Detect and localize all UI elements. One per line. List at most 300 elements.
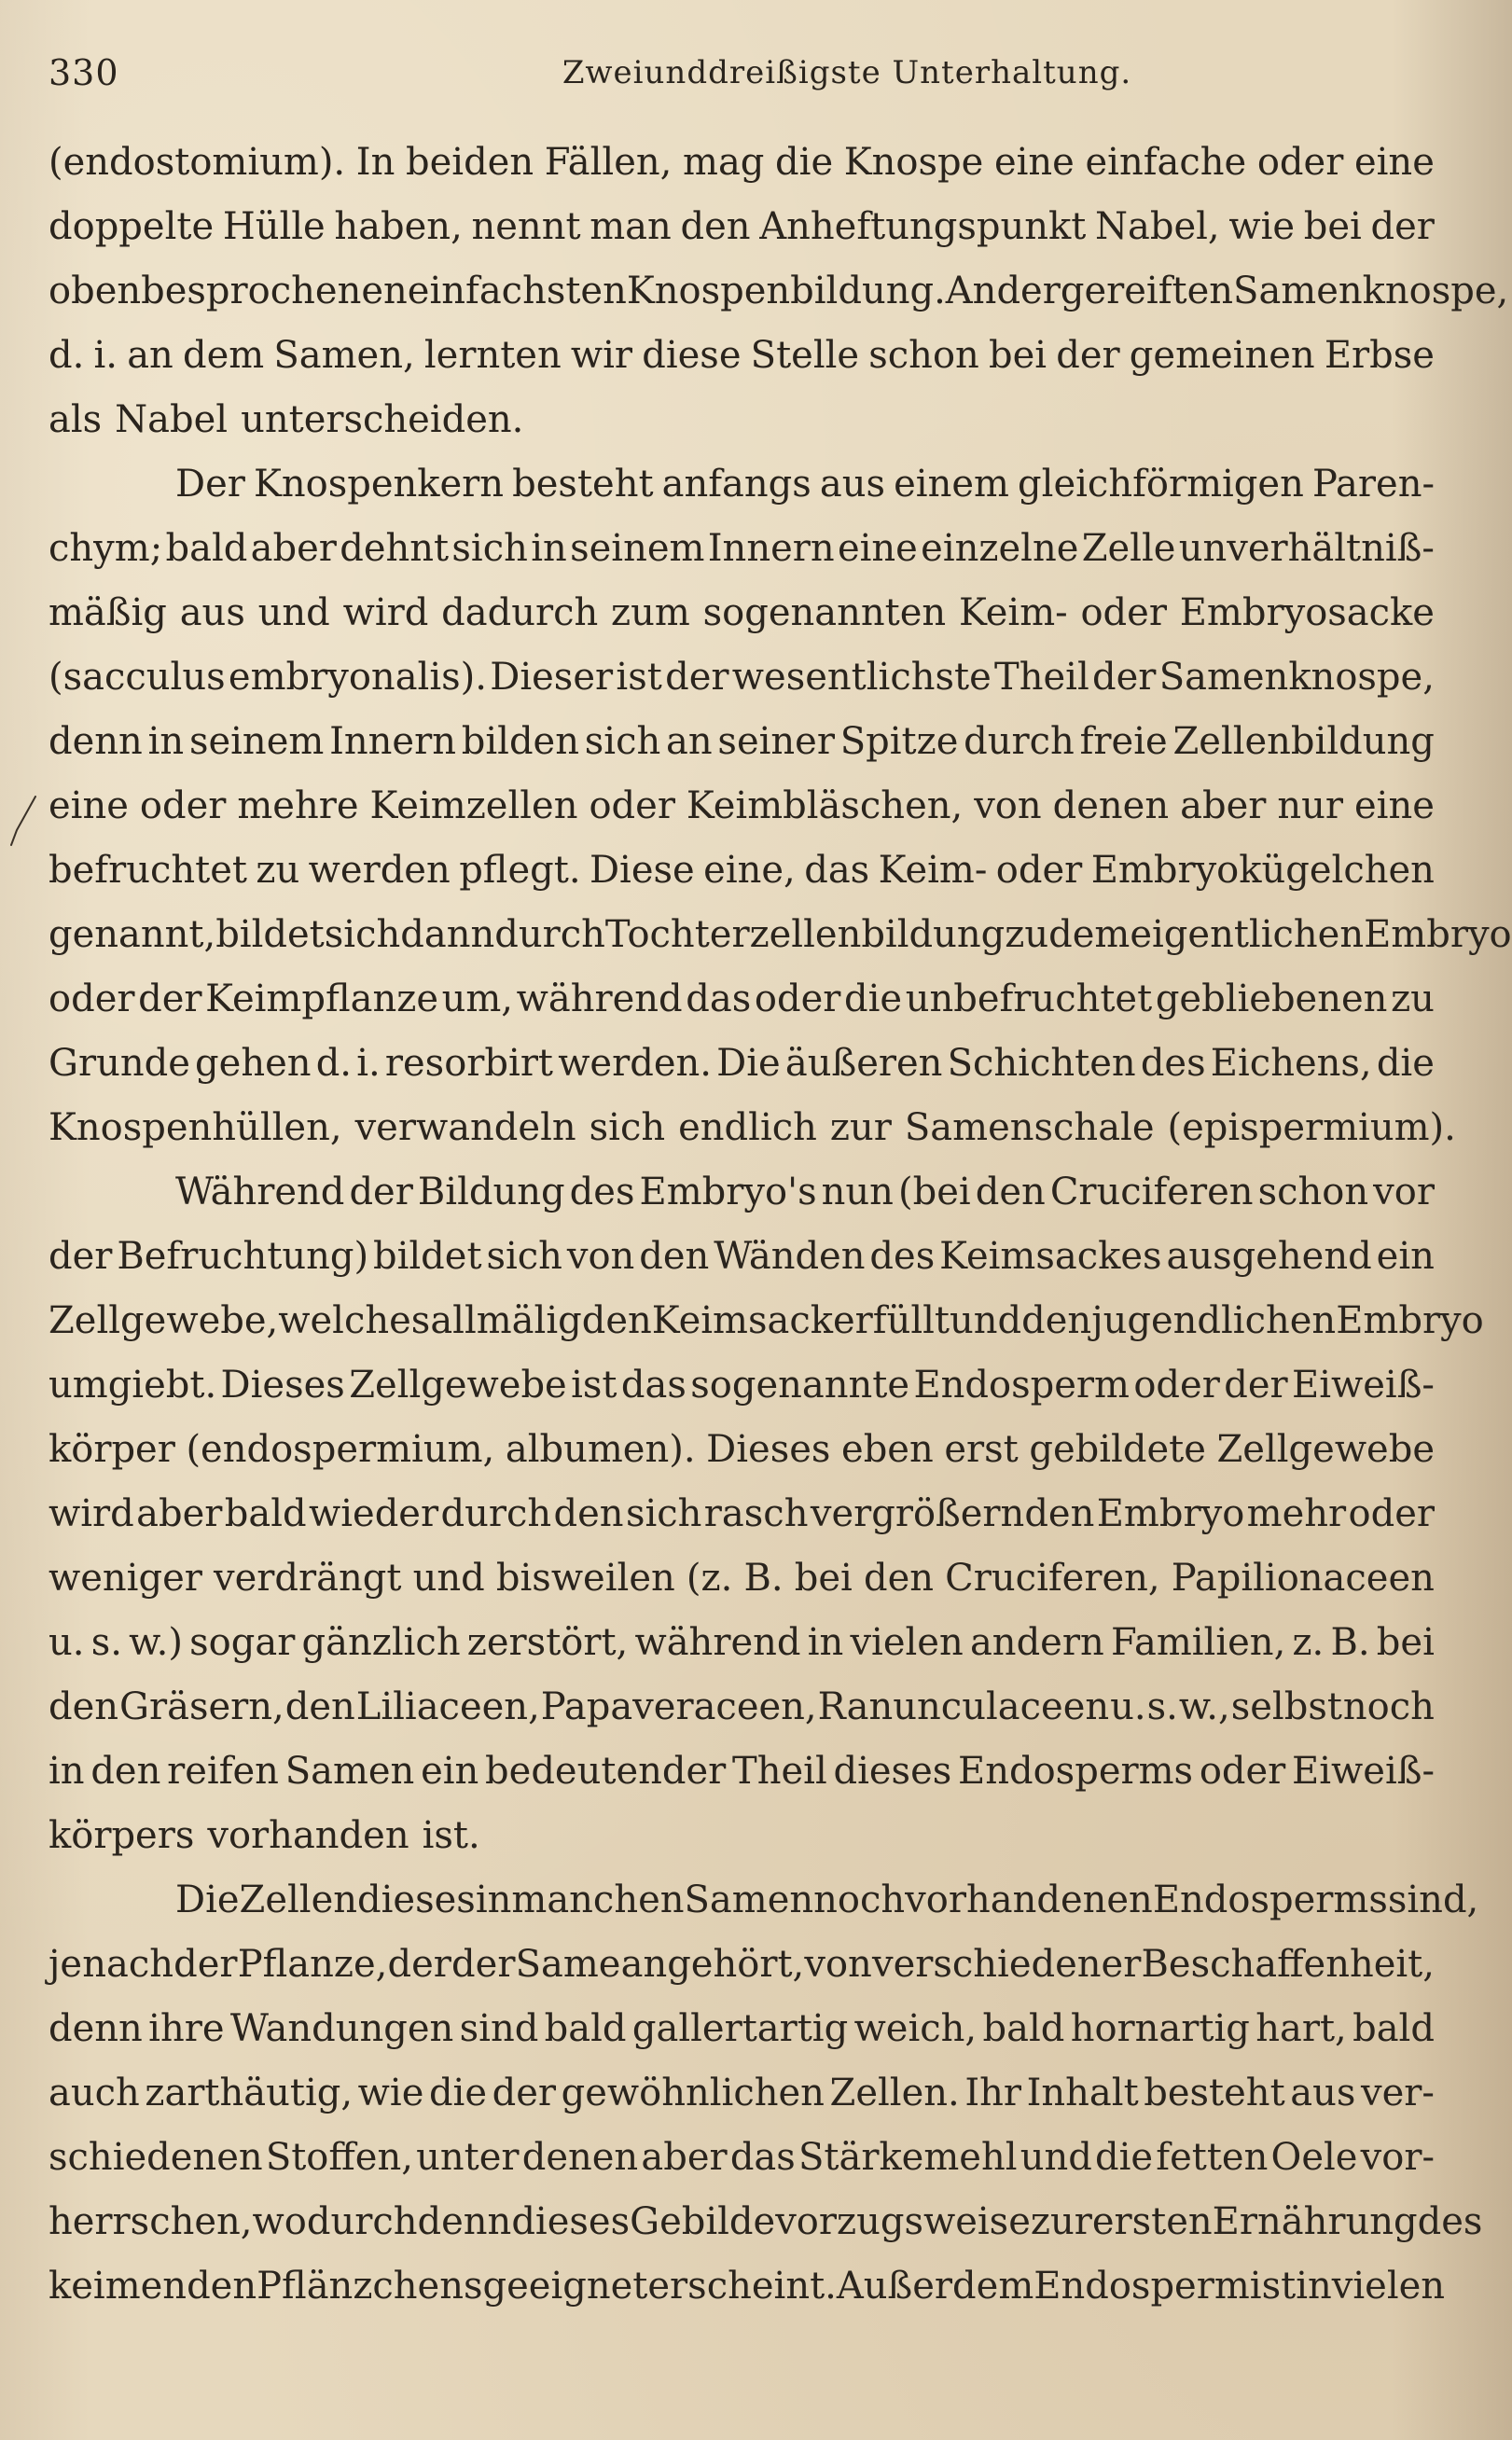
text-line [49, 1611, 1435, 1675]
word: sind, [1387, 1879, 1479, 1921]
word: ein [421, 1750, 479, 1793]
word: ist. [422, 1814, 480, 1857]
word: oder [1133, 1364, 1220, 1407]
word: angehört, [620, 1943, 805, 1986]
word: Erbse [1324, 334, 1435, 377]
word: albumen). [505, 1428, 696, 1471]
word: Inhalt [1026, 2072, 1139, 2114]
text-line [49, 1740, 1435, 1804]
word: wir [570, 334, 633, 377]
word: Keimbläschen, [686, 784, 964, 827]
word: je [49, 1943, 83, 1986]
word: zu [1005, 913, 1049, 956]
word: und [950, 1299, 1022, 1342]
word: Samenknospe, [1233, 270, 1509, 312]
text-line [49, 967, 1435, 1032]
word: und [257, 591, 330, 634]
word: gänzlich [301, 1621, 461, 1664]
word: bedeutender [485, 1750, 727, 1793]
word: weich, [853, 2007, 978, 2050]
word: Innern [707, 527, 835, 570]
word: des [1417, 2200, 1483, 2243]
word: besprochenen [141, 270, 408, 312]
text-line [49, 2126, 1435, 2190]
word: Knospenbildung. [626, 270, 946, 312]
word: herrschen, [49, 2200, 253, 2243]
word: manchen [511, 1879, 685, 1921]
word: dann [400, 913, 495, 956]
word: aber [641, 2136, 728, 2179]
word: und [412, 1557, 485, 1600]
word: Papilionaceen [1171, 1557, 1435, 1600]
word: vorhandenen [905, 1879, 1153, 1921]
text-line [49, 903, 1512, 967]
word: bildet [372, 1235, 482, 1278]
word: An [945, 270, 997, 312]
word: sich [584, 720, 661, 763]
word: werden. [558, 1042, 712, 1085]
word: der [173, 1943, 238, 1986]
word: die [775, 141, 834, 184]
word: man [590, 205, 672, 248]
word: gebliebenen [1155, 977, 1388, 1020]
word: zur [829, 1106, 892, 1149]
word: Die [716, 1042, 781, 1085]
word: bei [794, 1557, 853, 1600]
word: eine [993, 141, 1075, 184]
word: zum [611, 591, 690, 634]
word: andern [969, 1621, 1104, 1664]
word: denen [1052, 784, 1170, 827]
word: Eiweiß- [1292, 1364, 1435, 1407]
word: i. [356, 1042, 381, 1085]
word: Stoffen, [265, 2136, 413, 2179]
word: bei [1303, 205, 1362, 248]
word: verschiedener [871, 1943, 1142, 1986]
word: bisweilen [495, 1557, 675, 1600]
word: nennt [471, 205, 581, 248]
text-line [49, 2254, 1446, 2319]
word: eine [1353, 141, 1435, 184]
word: Samen [684, 1879, 814, 1921]
word: zerstört, [466, 1621, 629, 1664]
word: äußeren [784, 1042, 943, 1085]
text-line [49, 388, 1435, 452]
text-line [49, 1289, 1484, 1353]
word: des [1140, 1042, 1206, 1085]
word: geeignet [482, 2265, 648, 2308]
word: und [1020, 2136, 1092, 2179]
word: von [566, 1235, 635, 1278]
word: wie [1228, 205, 1296, 248]
text-line [49, 195, 1435, 259]
word: Embryo [1364, 913, 1512, 956]
margin-pencil-mark [7, 793, 45, 849]
word: wesentlichste [731, 656, 992, 699]
word: der [349, 1171, 413, 1213]
word: der [49, 1235, 113, 1278]
word: unbefruchtet [905, 977, 1153, 1020]
word: oder [995, 849, 1083, 892]
text-line [49, 581, 1435, 645]
word: den [553, 1492, 624, 1535]
word: vorzugsweise [775, 2200, 1031, 2243]
word: Gebilde [630, 2200, 776, 2243]
text-line [49, 1032, 1435, 1096]
word: von [974, 784, 1042, 827]
word: bilden [461, 720, 579, 763]
word: unter [416, 2136, 520, 2179]
word: wird [342, 591, 429, 634]
text-line [49, 1868, 1479, 1933]
word: Endosperms [958, 1750, 1194, 1793]
word: unterscheiden. [241, 398, 524, 441]
word: wieder [309, 1492, 439, 1535]
word: mäßig [49, 591, 167, 634]
word: wird [49, 1492, 134, 1535]
word: Wandungen [229, 2007, 454, 2050]
word: vor- [1360, 2136, 1435, 2179]
word: Embryo [1336, 1299, 1484, 1342]
word: das [620, 1364, 687, 1407]
word: seinem [570, 527, 705, 570]
word: Keimsack [651, 1299, 833, 1342]
word: Hülle [222, 205, 326, 248]
word: d. [315, 1042, 353, 1085]
word: der [451, 1943, 516, 1986]
word: der [1056, 334, 1120, 377]
word: Ranunculaceen [817, 1685, 1110, 1728]
word: Tochterzellenbildung [604, 913, 1006, 956]
word: Zellgewebe [349, 1364, 567, 1407]
word: durch [440, 1492, 552, 1535]
word: einfache [1085, 141, 1247, 184]
word: die [1376, 1042, 1435, 1085]
word: aber [1180, 784, 1267, 827]
word: denen [521, 2136, 639, 2179]
word: eben [841, 1428, 934, 1471]
word: allmälig [430, 1299, 582, 1342]
word: Keimpflanze [205, 977, 438, 1020]
word: Nabel, [1095, 205, 1220, 248]
word: Theil [994, 656, 1089, 699]
word: noch [1342, 1685, 1435, 1728]
word: körpers [49, 1814, 195, 1857]
word: Same [515, 1943, 621, 1986]
word: eine, [703, 849, 796, 892]
word: embryonalis). [228, 656, 487, 699]
word: doppelte [49, 205, 215, 248]
word: Fällen, [544, 141, 673, 184]
text-line [49, 1482, 1435, 1546]
word: der [665, 656, 729, 699]
word: als [49, 398, 103, 441]
word: Keimsackes [939, 1235, 1162, 1278]
word: diese [642, 334, 742, 377]
text-line [49, 1546, 1435, 1611]
word: der [492, 2072, 557, 2114]
word: den [581, 1299, 652, 1342]
word: denn [49, 720, 143, 763]
word: des [569, 1171, 635, 1213]
word: Samenknospe, [1158, 656, 1435, 699]
word: die [1095, 2136, 1154, 2179]
word: dehnt [340, 527, 450, 570]
word: gebildete [1029, 1428, 1206, 1471]
word: Knospenkern [253, 463, 505, 506]
word: bei [988, 334, 1047, 377]
word: besteht [512, 463, 654, 506]
word: Samen [284, 1750, 415, 1793]
word: denn [49, 2007, 143, 2050]
word: (endospermium, [186, 1428, 495, 1471]
word: Außer [836, 2265, 953, 2308]
word: der [1370, 205, 1435, 248]
word: umgiebt. [49, 1364, 217, 1407]
word: einfachsten [407, 270, 627, 312]
word: wie [357, 2072, 424, 2114]
word: In [355, 141, 395, 184]
word: während [516, 977, 683, 1020]
word: noch [813, 1879, 906, 1921]
word: in [1296, 2265, 1332, 2308]
word: des [869, 1235, 936, 1278]
word: der [1092, 656, 1157, 699]
word: Samenschale [904, 1106, 1155, 1149]
word: Die [175, 1879, 240, 1921]
word: das [686, 977, 752, 1020]
word: (endostomium). [49, 141, 346, 184]
word: Knospenhüllen, [49, 1106, 342, 1149]
word: sich [451, 527, 528, 570]
word: aber [250, 527, 337, 570]
word: mag [683, 141, 765, 184]
word: pflegt. [459, 849, 581, 892]
body-text [49, 131, 1512, 2319]
word: oder [139, 784, 227, 827]
word: einzelne [921, 527, 1079, 570]
text-line [49, 324, 1435, 388]
word: schon [868, 334, 979, 377]
word: den [284, 1685, 355, 1728]
word: w.) [129, 1621, 183, 1664]
word: Pflänzchens [257, 2265, 483, 2308]
word: aus [1290, 2072, 1356, 2114]
text-line [49, 1675, 1435, 1740]
word: sogenannten [702, 591, 947, 634]
word: Während [175, 1171, 345, 1213]
word: an [666, 720, 713, 763]
word: u. [49, 1621, 85, 1664]
word: ersten [1091, 2200, 1213, 2243]
word: auch [49, 2072, 140, 2114]
word: durch [494, 913, 605, 956]
word: oder [49, 977, 135, 1020]
word: körper [49, 1428, 175, 1471]
word: Knospe [843, 141, 984, 184]
text-line [49, 1997, 1435, 2061]
word: ist [616, 656, 662, 699]
word: erst [944, 1428, 1019, 1471]
word: B. [743, 1557, 784, 1600]
text-line [49, 2190, 1483, 2254]
word: Grunde [49, 1042, 190, 1085]
text-line [49, 259, 1509, 324]
word: Embryosacke [1179, 591, 1435, 634]
word: oder [1199, 1750, 1286, 1793]
word: der [996, 270, 1061, 312]
word: den [49, 1685, 119, 1728]
word: bald [1352, 2007, 1435, 2050]
word: zarthäutig, [145, 2072, 354, 2114]
word: durch [964, 720, 1075, 763]
word: fetten [1156, 2136, 1269, 2179]
word: dem [182, 334, 265, 377]
word: der [138, 977, 202, 1020]
word: sich [324, 913, 401, 956]
word: gleichförmigen [1018, 463, 1304, 506]
word: eigentlichen [1130, 913, 1365, 956]
word: von [804, 1943, 872, 1986]
word: ihre [148, 2007, 225, 2050]
word: d. [49, 334, 85, 377]
word: Endosperm [913, 1364, 1130, 1407]
word: oder [1256, 141, 1344, 184]
word: Schichten [947, 1042, 1136, 1085]
word: reifen [167, 1750, 279, 1793]
page-header [49, 45, 1440, 110]
word: Zellenbildung [1172, 720, 1435, 763]
word: das [804, 849, 870, 892]
word: Stelle [750, 334, 860, 377]
word: dadurch [441, 591, 599, 634]
word: Cruciferen, [945, 1557, 1160, 1600]
word: haben, [334, 205, 463, 248]
word: eine [49, 784, 129, 827]
word: resorbirt [384, 1042, 554, 1085]
word: z. [1292, 1621, 1325, 1664]
word: ein [1376, 1235, 1435, 1278]
word: Endosperm [1033, 2265, 1250, 2308]
text-line [49, 710, 1435, 774]
word: oder [1348, 1492, 1435, 1535]
word: Diese [589, 849, 695, 892]
word: schiedenen [49, 2136, 263, 2179]
word: (sacculus [49, 656, 226, 699]
word: Beschaffenheit, [1141, 1943, 1435, 1986]
word: sogar [189, 1621, 296, 1664]
word: befruchtet [49, 849, 247, 892]
word: sich [589, 1106, 666, 1149]
word: bald [165, 527, 248, 570]
word: welches [278, 1299, 431, 1342]
word: oben [49, 270, 142, 312]
word: bald [982, 2007, 1065, 2050]
word: den [90, 1750, 161, 1793]
word: wodurch [252, 2200, 418, 2243]
word: Samen, [273, 334, 415, 377]
word: bald [224, 1492, 307, 1535]
word: Zellgewebe [1216, 1428, 1435, 1471]
word: den [680, 205, 751, 248]
word: in [147, 720, 185, 763]
word: der [387, 1943, 451, 1986]
word: verdrängt [214, 1557, 402, 1600]
word: Dieses [706, 1428, 831, 1471]
word: lernten [423, 334, 562, 377]
word: Embryo's [639, 1171, 817, 1213]
word: oder [754, 977, 841, 1020]
word: sich [625, 1492, 702, 1535]
text-line [49, 1096, 1456, 1160]
word: Paren- [1311, 463, 1435, 506]
word: bald [544, 2007, 627, 2050]
word: hornartig [1070, 2007, 1250, 2050]
word: bei [1376, 1621, 1435, 1664]
word: verwandeln [354, 1106, 576, 1149]
word: an [127, 334, 173, 377]
word: hart, [1255, 2007, 1347, 2050]
word: Keimzellen [369, 784, 578, 827]
word: schon [1257, 1171, 1369, 1213]
word: w., [1178, 1685, 1230, 1728]
word: nach [82, 1943, 173, 1986]
word: Endosperms [1152, 1879, 1388, 1921]
word: aus [179, 591, 245, 634]
word: dieses [357, 1879, 476, 1921]
word: Dieses [220, 1364, 345, 1407]
word: Spitze [839, 720, 959, 763]
word: werden [308, 849, 451, 892]
word: sich [486, 1235, 562, 1278]
word: erfüllt [832, 1299, 950, 1342]
word: Innern [329, 720, 456, 763]
text-line [49, 131, 1435, 195]
word: dieses [833, 1750, 952, 1793]
word: sind [459, 2007, 539, 2050]
word: ausgehend [1166, 1235, 1372, 1278]
word: Stärkemehl [798, 2136, 1018, 2179]
word: (z. [686, 1557, 733, 1600]
word: Keim- [878, 849, 988, 892]
word: aus [819, 463, 886, 506]
word: den [863, 1557, 935, 1600]
word: um, [441, 977, 514, 1020]
text-line [49, 774, 1435, 839]
word: eine [1353, 784, 1435, 827]
word: Zellen. [829, 2072, 960, 2114]
word: vorhanden [207, 1814, 409, 1857]
word: vergrößernden [810, 1492, 1095, 1535]
word: Liliaceen, [355, 1685, 540, 1728]
word: Zellgewebe, [49, 1299, 279, 1342]
text-line [49, 1160, 1435, 1225]
running-title: Zweiunddreißigste Unterhaltung. [562, 54, 1132, 91]
word: der [1224, 1364, 1288, 1407]
word: während [634, 1621, 801, 1664]
word: jugendlichen [1091, 1299, 1337, 1342]
word: die [844, 977, 903, 1020]
word: vielen [1331, 2265, 1446, 2308]
word: i. [93, 334, 118, 377]
word: sogenannte [690, 1364, 910, 1407]
word: vor [1373, 1171, 1435, 1213]
word: unverhältniß- [1178, 527, 1435, 570]
word: gallertartig [631, 2007, 849, 2050]
text-line [49, 1804, 1435, 1868]
word: in [49, 1750, 85, 1793]
text-line [49, 517, 1435, 581]
